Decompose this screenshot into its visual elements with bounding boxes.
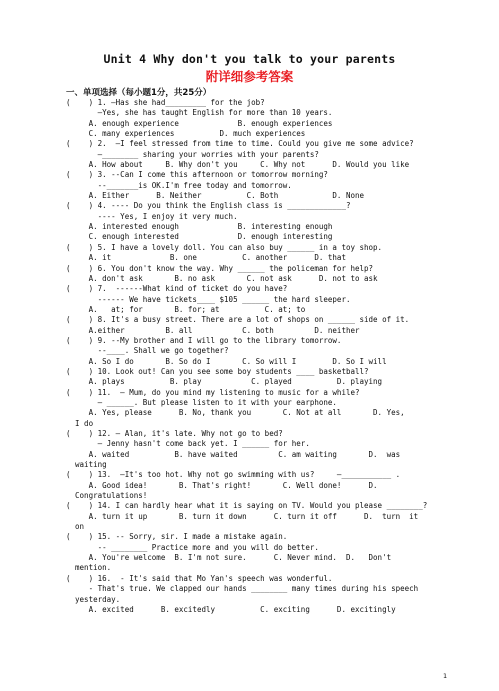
document-line: A. How about B. Why don't you C. Why not D. Would you like (66, 160, 410, 170)
document-line: C. enough interested D. enough interesting (66, 232, 333, 242)
document-line: A. So I do B. So do I C. So will I D. So I will (66, 356, 387, 366)
document-line: mention. (66, 563, 112, 573)
document-line: ( ) 8. It's a busy street. There are a lot of shops on ______ side of it. (66, 315, 410, 325)
document-line: A. it B. one C. another D. that (66, 253, 346, 263)
document-line: ( ) 6. You don't know the way. Why ______ the policeman for help? (66, 263, 374, 273)
document-line: ( ) 2. —I feel stressed from time to time. Could you give me some advice? (66, 139, 414, 149)
document-line: ( ) 15. -- Sorry, sir. I made a mistake again. (66, 532, 288, 542)
document-line: ( ) 7. ------What kind of ticket do you have? (66, 284, 288, 294)
page-number: 1 (443, 672, 448, 680)
question-list (66, 98, 444, 615)
document-line: ( ) 16. - It's said that Mo Yan's speech was wonderful. (66, 573, 333, 583)
document-line: — Jenny hasn't come back yet. I ______ for her. (66, 439, 310, 449)
document-line: A. You're welcome B. I'm not sure. C. Never mind. D. Don't (66, 553, 392, 563)
document-line: ( ) 11. — Mum, do you mind my listening to music for a while? (66, 387, 360, 397)
document-line: -- ________ Practice more and you will do better. (66, 542, 319, 552)
page-title: Unit 4 Why don't you talk to your parents (103, 52, 396, 66)
document-line: A. plays B. play C. played D. playing (66, 377, 383, 387)
document-line: yesterday. (66, 594, 121, 604)
document-line: A. excited B. excitedly C. exciting D. excitingly (66, 604, 396, 614)
document-line: ( ) 5. I have a lovely doll. You can also buy ______ in a toy shop. (66, 242, 383, 252)
document-line: ( ) 12. — Alan, it's late. Why not go to bed? (66, 429, 283, 438)
document-line: ------ We have tickets____ $105 ______ the hard sleeper. (66, 294, 351, 304)
document-line: --____. Shall we go together? (66, 346, 229, 356)
document-line: Congratulations! (66, 491, 148, 501)
document-line: waiting (66, 460, 107, 470)
document-line: ( ) 9. --My brother and I will go to the library tomorrow. (66, 335, 342, 345)
document-line: ( ) 10. Look out! Can you see some boy students ____ basketball? (66, 366, 369, 376)
document-line: ( ) 13. —It's too hot. Why not go swimming with us? —___________ . (66, 470, 401, 480)
document-line: ( ) 3. --Can I come this afternoon or tomorrow morning? (66, 170, 328, 180)
document-line: A. don't ask B. no ask C. not ask D. not to ask (66, 273, 378, 283)
document-line: C. many experiences D. much experiences (66, 129, 306, 139)
document-line: ( ) 4. ---- Do you think the English class is _____________? (66, 201, 351, 211)
document-line: A. turn it up B. turn it down C. turn it off D. turn it (66, 511, 419, 521)
document-line: A. Yes, please B. No, thank you C. Not at all D. Yes, (66, 408, 405, 418)
document-line: A.either B. all C. both D. neither (66, 325, 360, 335)
document-line: A. Good idea! B. That's right! C. Well done! D. (66, 480, 378, 490)
document-line: — ______. But please listen to it with your earphone. (66, 397, 337, 407)
document-line: A. at; for B. for; at C. at; to (66, 304, 306, 314)
document-line: A. Either B. Neither C. Both D. None (66, 191, 365, 201)
document-line: A. interested enough B. interesting enough (66, 222, 333, 232)
document-line: ( ) 1. —Has she had_________ for the job? (66, 98, 265, 107)
document-line: --_______is OK.I'm free today and tomorrow. (66, 180, 292, 190)
document-line: ( ) 14. I can hardly hear what it is saying on TV. Would you please ________? (66, 501, 428, 511)
document-line: ---- Yes, I enjoy it very much. (66, 211, 238, 221)
document-line: —Yes, she has taught English for more than 10 years. (66, 108, 333, 118)
document-line: I do (66, 418, 94, 428)
document-line: —________ sharing your worries with your parents? (66, 149, 319, 159)
document-line: A. waited B. have waited C. am waiting D. was (66, 449, 401, 459)
section-heading: 一、单项选择（每小题1分，共25分） (66, 88, 212, 98)
document-line: on (66, 522, 85, 532)
document-line: - That's true. We clapped our hands ________ many times during his speech (66, 584, 419, 594)
document-line: A. enough experience B. enough experiences (66, 118, 333, 128)
page-subtitle: 附详细参考答案 (205, 69, 294, 84)
